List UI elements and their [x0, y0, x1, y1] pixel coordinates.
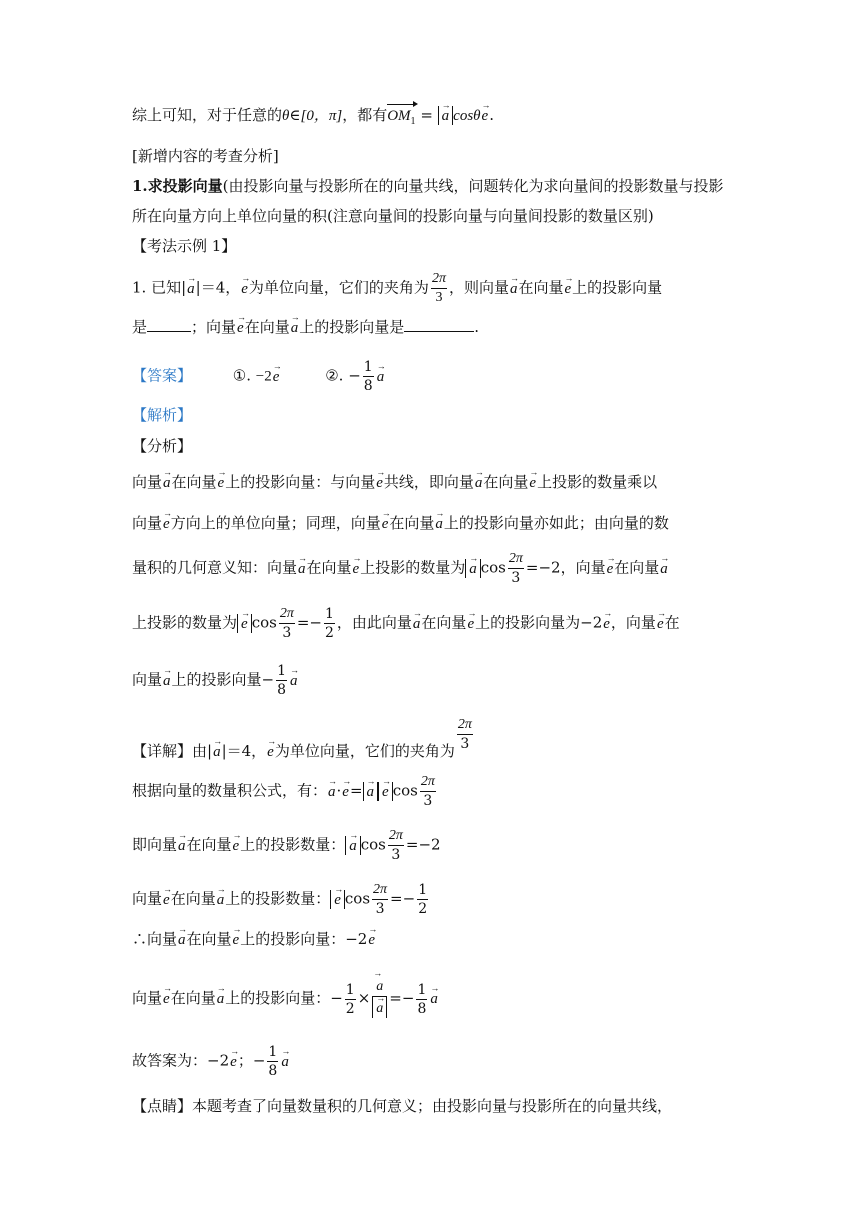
math-text: 1: [417, 981, 427, 998]
math-text: → e: [341, 782, 350, 802]
step-3: [132, 883, 430, 916]
math-text: 3: [511, 570, 521, 586]
math-text: ∴向量: [132, 930, 178, 948]
step-5: [132, 980, 439, 1018]
math-text: 【详解】由|: [132, 742, 213, 760]
math-part: [363, 360, 374, 393]
math-text: → e: [352, 559, 361, 579]
math-text: 8: [417, 1000, 427, 1017]
math-part: [388, 829, 404, 862]
math-text: → a: [289, 671, 299, 691]
blank-2: [404, 317, 474, 332]
fraction: [431, 272, 447, 305]
math-text: 1: [268, 1044, 278, 1060]
math-text: → e: [563, 279, 572, 299]
vec-e: → e: [240, 279, 249, 299]
math-text: OM: [387, 108, 411, 124]
math-text: → e: [232, 930, 241, 950]
math-text: → e: [528, 473, 537, 493]
step-4: [132, 929, 376, 950]
math-text: 在向量: [306, 558, 352, 577]
math-text: → e: [466, 614, 475, 634]
math-text: 2π: [457, 718, 473, 735]
math-text: 根据向量的数量积公式，有：: [132, 781, 328, 800]
comment-label: 【点睛】: [132, 1097, 193, 1115]
math-part: [363, 782, 379, 801]
math-text: ×: [357, 989, 371, 1007]
math-text: cos: [392, 781, 418, 800]
math-text: 上的投影向量为: [475, 613, 581, 632]
math-text: → a: [429, 989, 439, 1009]
math-text: 1: [418, 882, 428, 898]
math-text: −2: [255, 368, 272, 385]
math-part: [508, 552, 524, 585]
math-text: cos: [251, 613, 277, 632]
math-text: → a: [327, 782, 337, 802]
vector-om1: [387, 104, 415, 132]
text: ，都有: [342, 106, 388, 124]
abs-a: [438, 106, 454, 125]
analysis-line-1: [132, 472, 657, 493]
math-text: 共线，即向量: [383, 473, 474, 491]
math-text: 上的投影向量是: [299, 318, 405, 336]
math-text: 上的投影数量：: [240, 835, 346, 854]
math-text: → e: [236, 318, 245, 338]
math-text: =: [349, 781, 363, 800]
math-text: → a: [212, 742, 222, 762]
math-text: → a: [375, 1000, 384, 1018]
math-text: 2π: [372, 883, 388, 900]
math-text: 为单位向量，它们的夹角为: [274, 742, 455, 760]
math-text: 8: [268, 1063, 278, 1079]
math-text: ②.: [325, 366, 344, 385]
math-text: ①.: [232, 366, 252, 385]
math-text: 3: [460, 736, 470, 752]
math-text: −: [261, 670, 275, 689]
math-text: 故答案为：: [132, 1051, 208, 1070]
step-2: [132, 829, 441, 862]
math-text: 向量: [132, 989, 163, 1007]
math-text: 1: [363, 359, 373, 375]
math-text: ，向量: [560, 558, 606, 577]
math-text: → a: [434, 514, 444, 534]
math-text: 上的投影向量: [171, 670, 262, 689]
math-text: 在向量: [244, 318, 290, 336]
math-text: ，由此向量: [336, 613, 412, 632]
math-text: cos: [344, 889, 371, 908]
topic-desc: (由投影向量与投影所在的向量共线，问题转化为求向量间的投影数量与投影: [222, 177, 724, 195]
math-text: → a: [372, 980, 387, 997]
math-text: → a: [177, 836, 187, 856]
math-text: → a: [412, 614, 422, 634]
math-text: 上投影的数量为: [360, 558, 466, 577]
math-text: .: [474, 318, 480, 336]
math-text: 上投影的数量乘以: [537, 473, 658, 491]
math-text: → a: [162, 671, 172, 691]
math-text: → e: [602, 614, 611, 634]
math-text: 为单位向量，它们的夹角为: [248, 278, 429, 297]
math-text: =−2: [405, 835, 441, 854]
math-text: 1: [324, 606, 334, 622]
math-text: 向量: [132, 670, 163, 689]
blank-1: [147, 317, 191, 332]
math-text: 本题考查了向量数量积的几何意义；由投影向量与投影所在的向量共线，: [192, 1097, 673, 1115]
math-part: [420, 775, 436, 808]
math-text: 3: [282, 625, 292, 641]
math-text: 2: [345, 1000, 355, 1017]
math-text: → e: [162, 514, 171, 534]
math-text: → e: [606, 559, 615, 579]
math-text: → e: [333, 891, 342, 909]
vec-a: → a: [186, 279, 196, 299]
math-text: → a: [376, 367, 386, 387]
math-text: 在向量: [389, 514, 435, 532]
math-text: → e: [381, 514, 390, 534]
math-text: 上的投影数量：: [225, 889, 331, 908]
math-text: → a: [290, 318, 300, 338]
answer-line: [132, 360, 385, 393]
math-text: 在向量: [186, 835, 232, 854]
math-text: 8: [363, 378, 373, 394]
math-text: → a: [659, 559, 669, 579]
math-part: [378, 782, 393, 801]
topic-line: [132, 176, 724, 196]
comment-line: [132, 1096, 672, 1116]
math-part: [345, 836, 361, 855]
question-line: [132, 272, 662, 305]
math-text: 向量: [132, 473, 163, 491]
math-text: → a: [216, 890, 226, 910]
topic-line-2: 所在向量方向上单位向量的积(注意向量间的投影向量与向量间投影的数量区别): [132, 207, 654, 225]
math-text: 在向量: [483, 473, 529, 491]
math-text: 上的投影向量: [572, 278, 663, 297]
math-text: 2π: [431, 272, 447, 289]
math-text: 在向量: [171, 473, 217, 491]
math-text: → a: [280, 1052, 290, 1072]
math-text: → a: [348, 837, 358, 855]
math-text: 2π: [279, 607, 295, 624]
math-text: ，则向量: [448, 278, 509, 297]
math-text: 向量: [132, 514, 163, 532]
question-line-2: [132, 317, 479, 338]
math-text: 即向量: [132, 835, 178, 854]
math-text: → a: [297, 559, 307, 579]
math-text: ；向量: [191, 318, 237, 336]
math-text: → e: [272, 367, 281, 387]
math-text: 上的投影向量亦如此；由向量的数: [443, 514, 669, 532]
analysis-line-4: [132, 607, 680, 640]
math-text: −2: [345, 930, 368, 948]
math-text: → e: [381, 783, 390, 801]
math-text: → e: [232, 836, 241, 856]
math-part: [372, 980, 387, 1018]
final-answer: [132, 1045, 290, 1078]
math-text: 上的投影向量：: [240, 930, 346, 948]
math-text: |＝4，: [195, 278, 241, 297]
math-text: 上的投影向量：: [225, 989, 331, 1007]
math-text: ·: [336, 781, 342, 800]
math-text: → e: [217, 473, 226, 493]
math-text: 2π: [388, 829, 404, 846]
math-part: [276, 664, 287, 697]
math-text: 3: [423, 793, 433, 809]
math-text: → a: [162, 473, 172, 493]
math-text: 上投影的数量为: [132, 613, 238, 632]
math-text: 上的投影向量：与向量: [225, 473, 376, 491]
math-text: 1. 已知|: [132, 278, 187, 297]
math-text: ，向量: [610, 613, 656, 632]
math-part: [279, 607, 295, 640]
math-part: [267, 1045, 278, 1078]
math-text: =−: [390, 889, 416, 908]
cos-theta: cosθ: [453, 108, 481, 124]
math-text: → a: [366, 783, 376, 801]
theta-range: θ∈[0，π]: [282, 108, 343, 124]
math-text: −2: [580, 613, 603, 632]
math-text: cos: [360, 835, 386, 854]
math-text: −2: [207, 1051, 230, 1070]
conclusion-line: [132, 104, 494, 132]
math-text: 3: [435, 290, 443, 305]
math-text: 3: [375, 901, 385, 917]
math-text: 1: [345, 981, 355, 998]
answer-label: 【答案】: [132, 366, 193, 385]
math-text: −: [252, 1051, 266, 1070]
math-text: 1: [277, 663, 287, 679]
analysis-line-5: [132, 664, 299, 697]
math-text: → e: [375, 473, 384, 493]
example-label: 【考法示例 1】: [132, 237, 237, 255]
math-text: → e: [367, 930, 376, 950]
math-text: 方向上的单位向量；同理，向量: [170, 514, 381, 532]
math-text: → a: [216, 989, 226, 1009]
math-text: → a: [474, 473, 484, 493]
math-text: 向量: [132, 889, 163, 908]
math-text: → e: [162, 989, 171, 1009]
math-part: [457, 718, 473, 751]
math-text: |＝4，: [221, 742, 267, 760]
math-text: =−: [296, 613, 322, 632]
math-text: 8: [277, 682, 287, 698]
math-text: 是: [132, 318, 148, 336]
math-part: [417, 883, 428, 916]
math-text: 在向量: [170, 889, 216, 908]
math-text: =−: [389, 989, 415, 1007]
math-part: [330, 890, 345, 909]
step-1: [132, 775, 438, 808]
math-part: [345, 983, 356, 1016]
analysis-label: 【解析】: [132, 406, 193, 424]
math-text: → a: [509, 279, 519, 299]
math-text: −: [330, 989, 343, 1007]
math-text: 在: [664, 613, 680, 632]
math-text: 2π: [420, 775, 436, 792]
topic-title: 1.求投影向量: [132, 177, 223, 195]
math-text: → a: [177, 930, 187, 950]
math-text: 2: [418, 901, 428, 917]
math-text: 在向量: [186, 930, 232, 948]
math-text: 在向量: [518, 278, 564, 297]
math-text: → e: [162, 890, 171, 910]
math-text: 在向量: [421, 613, 467, 632]
math-part: [372, 997, 387, 1018]
math-part: [372, 883, 388, 916]
math-text: 在向量: [614, 558, 660, 577]
math-text: ；: [237, 1051, 253, 1070]
math-text: → e: [229, 1052, 238, 1072]
math-text: → e: [656, 614, 665, 634]
math-part: [237, 614, 252, 633]
math-text: 3: [391, 847, 401, 863]
math-text: 2: [324, 625, 334, 641]
math-text: → a: [441, 107, 451, 125]
math-text: 2π: [508, 552, 524, 569]
math-text: → a: [468, 560, 478, 578]
math-text: → e: [266, 742, 275, 762]
math-part: [324, 607, 335, 640]
analysis-line-3: [132, 552, 669, 585]
math-text: 在向量: [170, 989, 216, 1007]
equals: =: [420, 106, 433, 124]
vec-e: → e: [481, 106, 490, 126]
fenxi-label: 【分析】: [132, 437, 193, 455]
period: .: [489, 106, 494, 124]
math-text: → e: [240, 615, 249, 633]
math-text: cos: [480, 558, 506, 577]
math-text: 1: [410, 116, 416, 127]
text: 综上可知，对于任意的: [132, 106, 283, 124]
math-part: [416, 983, 427, 1016]
detail-line: [132, 718, 475, 762]
analysis-line-2: [132, 513, 669, 534]
math-part: [465, 559, 481, 578]
math-text: −: [348, 366, 361, 385]
math-text: =−2: [525, 558, 561, 577]
section-heading: [新增内容的考查分析]: [132, 147, 279, 165]
math-text: 量积的几何意义知：向量: [132, 558, 298, 577]
